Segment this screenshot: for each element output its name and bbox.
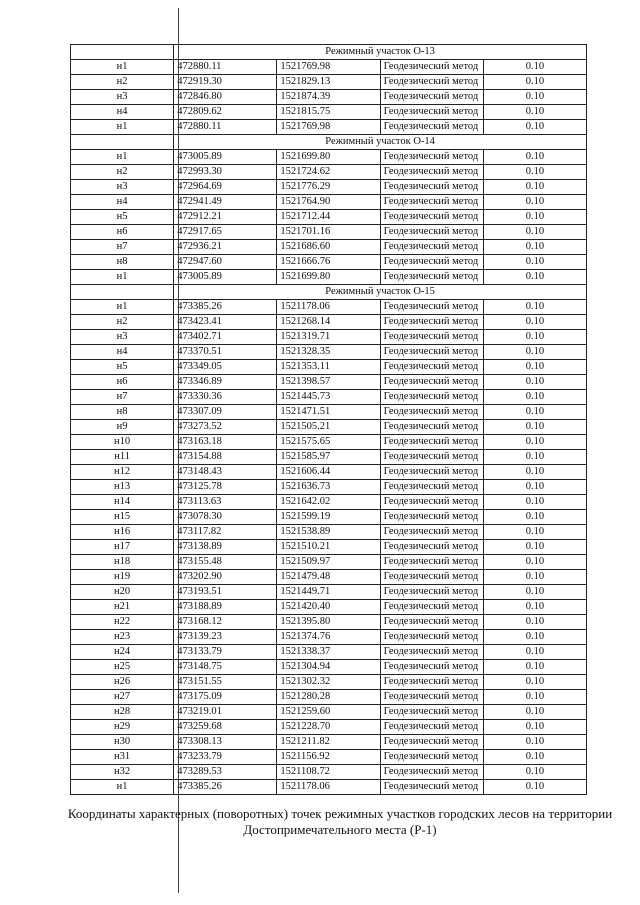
point-id-cell: н12 [71, 465, 174, 480]
y-coordinate-cell: 1521479.48 [277, 570, 380, 585]
point-id-cell: н26 [71, 675, 174, 690]
point-id-cell: н1 [71, 780, 174, 795]
x-coordinate-cell: 472919.30 [174, 75, 277, 90]
x-coordinate-cell: 472912.21 [174, 210, 277, 225]
point-id-cell: н20 [71, 585, 174, 600]
table-row [71, 450, 587, 465]
table-row [71, 600, 587, 615]
x-coordinate-cell: 472936.21 [174, 240, 277, 255]
accuracy-cell: 0.10 [483, 375, 586, 390]
y-coordinate-cell: 1521769.98 [277, 60, 380, 75]
point-id-cell: н31 [71, 750, 174, 765]
point-id-cell: н5 [71, 360, 174, 375]
section-header-row [71, 285, 587, 300]
point-id-cell: н3 [71, 180, 174, 195]
method-cell: Геодезический метод [380, 495, 483, 510]
y-coordinate-cell: 1521776.29 [277, 180, 380, 195]
table-row [71, 120, 587, 135]
x-coordinate-cell: 473151.55 [174, 675, 277, 690]
method-cell: Геодезический метод [380, 735, 483, 750]
point-id-cell: н3 [71, 330, 174, 345]
x-coordinate-cell: 473168.12 [174, 615, 277, 630]
x-coordinate-cell: 472917.65 [174, 225, 277, 240]
y-coordinate-cell: 1521420.40 [277, 600, 380, 615]
table-row [71, 60, 587, 75]
accuracy-cell: 0.10 [483, 510, 586, 525]
point-id-cell: н19 [71, 570, 174, 585]
point-id-cell: н9 [71, 420, 174, 435]
point-id-cell: н18 [71, 555, 174, 570]
accuracy-cell: 0.10 [483, 645, 586, 660]
method-cell: Геодезический метод [380, 750, 483, 765]
y-coordinate-cell: 1521449.71 [277, 585, 380, 600]
accuracy-cell: 0.10 [483, 420, 586, 435]
point-id-cell: н7 [71, 240, 174, 255]
section-header-spacer [71, 285, 174, 300]
point-id-cell: н10 [71, 435, 174, 450]
x-coordinate-cell: 473133.79 [174, 645, 277, 660]
point-id-cell: н28 [71, 705, 174, 720]
x-coordinate-cell: 473078.30 [174, 510, 277, 525]
accuracy-cell: 0.10 [483, 555, 586, 570]
y-coordinate-cell: 1521642.02 [277, 495, 380, 510]
accuracy-cell: 0.10 [483, 525, 586, 540]
accuracy-cell: 0.10 [483, 690, 586, 705]
y-coordinate-cell: 1521328.35 [277, 345, 380, 360]
table-row [71, 555, 587, 570]
accuracy-cell: 0.10 [483, 720, 586, 735]
accuracy-cell: 0.10 [483, 150, 586, 165]
point-id-cell: н4 [71, 105, 174, 120]
point-id-cell: н14 [71, 495, 174, 510]
x-coordinate-cell: 472809.62 [174, 105, 277, 120]
table-row [71, 630, 587, 645]
method-cell: Геодезический метод [380, 645, 483, 660]
method-cell: Геодезический метод [380, 615, 483, 630]
method-cell: Геодезический метод [380, 255, 483, 270]
x-coordinate-cell: 473148.75 [174, 660, 277, 675]
accuracy-cell: 0.10 [483, 120, 586, 135]
method-cell: Геодезический метод [380, 630, 483, 645]
method-cell: Геодезический метод [380, 780, 483, 795]
accuracy-cell: 0.10 [483, 480, 586, 495]
point-id-cell: н25 [71, 660, 174, 675]
table-row [71, 585, 587, 600]
y-coordinate-cell: 1521353.11 [277, 360, 380, 375]
y-coordinate-cell: 1521178.06 [277, 300, 380, 315]
method-cell: Геодезический метод [380, 330, 483, 345]
x-coordinate-cell: 473139.23 [174, 630, 277, 645]
accuracy-cell: 0.10 [483, 315, 586, 330]
accuracy-cell: 0.10 [483, 660, 586, 675]
x-coordinate-cell: 472880.11 [174, 120, 277, 135]
accuracy-cell: 0.10 [483, 105, 586, 120]
x-coordinate-cell: 472846.80 [174, 90, 277, 105]
method-cell: Геодезический метод [380, 345, 483, 360]
table-row [71, 180, 587, 195]
table-row [71, 525, 587, 540]
x-coordinate-cell: 473402.71 [174, 330, 277, 345]
table-row [71, 510, 587, 525]
x-coordinate-cell: 473233.79 [174, 750, 277, 765]
table-row [71, 645, 587, 660]
accuracy-cell: 0.10 [483, 300, 586, 315]
section-title: Режимный участок О-15 [174, 285, 587, 300]
table-row [71, 360, 587, 375]
point-id-cell: н7 [71, 390, 174, 405]
accuracy-cell: 0.10 [483, 435, 586, 450]
method-cell: Геодезический метод [380, 600, 483, 615]
y-coordinate-cell: 1521304.94 [277, 660, 380, 675]
accuracy-cell: 0.10 [483, 780, 586, 795]
x-coordinate-cell: 473005.89 [174, 150, 277, 165]
accuracy-cell: 0.10 [483, 225, 586, 240]
x-coordinate-cell: 473308.13 [174, 735, 277, 750]
section-header-row [71, 45, 587, 60]
accuracy-cell: 0.10 [483, 765, 586, 780]
x-coordinate-cell: 473370.51 [174, 345, 277, 360]
method-cell: Геодезический метод [380, 195, 483, 210]
coordinates-table-body [71, 45, 587, 795]
point-id-cell: н1 [71, 300, 174, 315]
y-coordinate-cell: 1521211.82 [277, 735, 380, 750]
accuracy-cell: 0.10 [483, 600, 586, 615]
point-id-cell: н1 [71, 120, 174, 135]
point-id-cell: н6 [71, 225, 174, 240]
method-cell: Геодезический метод [380, 375, 483, 390]
method-cell: Геодезический метод [380, 720, 483, 735]
x-coordinate-cell: 473330.36 [174, 390, 277, 405]
method-cell: Геодезический метод [380, 120, 483, 135]
point-id-cell: н30 [71, 735, 174, 750]
point-id-cell: н2 [71, 165, 174, 180]
table-row [71, 255, 587, 270]
table-row [71, 690, 587, 705]
point-id-cell: н22 [71, 615, 174, 630]
y-coordinate-cell: 1521686.60 [277, 240, 380, 255]
x-coordinate-cell: 473219.01 [174, 705, 277, 720]
y-coordinate-cell: 1521666.76 [277, 255, 380, 270]
y-coordinate-cell: 1521585.97 [277, 450, 380, 465]
point-id-cell: н3 [71, 90, 174, 105]
y-coordinate-cell: 1521259.60 [277, 705, 380, 720]
method-cell: Геодезический метод [380, 105, 483, 120]
accuracy-cell: 0.10 [483, 735, 586, 750]
method-cell: Геодезический метод [380, 540, 483, 555]
point-id-cell: н1 [71, 270, 174, 285]
accuracy-cell: 0.10 [483, 450, 586, 465]
x-coordinate-cell: 473154.88 [174, 450, 277, 465]
coordinates-table [70, 44, 587, 795]
y-coordinate-cell: 1521510.21 [277, 540, 380, 555]
method-cell: Геодезический метод [380, 660, 483, 675]
point-id-cell: н8 [71, 255, 174, 270]
method-cell: Геодезический метод [380, 435, 483, 450]
point-id-cell: н21 [71, 600, 174, 615]
point-id-cell: н1 [71, 60, 174, 75]
accuracy-cell: 0.10 [483, 465, 586, 480]
table-row [71, 225, 587, 240]
x-coordinate-cell: 473188.89 [174, 600, 277, 615]
section-title: Режимный участок О-14 [174, 135, 587, 150]
y-coordinate-cell: 1521724.62 [277, 165, 380, 180]
y-coordinate-cell: 1521606.44 [277, 465, 380, 480]
section-header-spacer [71, 135, 174, 150]
method-cell: Геодезический метод [380, 90, 483, 105]
method-cell: Геодезический метод [380, 270, 483, 285]
table-row [71, 195, 587, 210]
x-coordinate-cell: 472880.11 [174, 60, 277, 75]
x-coordinate-cell: 473273.52 [174, 420, 277, 435]
method-cell: Геодезический метод [380, 420, 483, 435]
point-id-cell: н6 [71, 375, 174, 390]
y-coordinate-cell: 1521228.70 [277, 720, 380, 735]
point-id-cell: н16 [71, 525, 174, 540]
y-coordinate-cell: 1521374.76 [277, 630, 380, 645]
method-cell: Геодезический метод [380, 60, 483, 75]
y-coordinate-cell: 1521319.71 [277, 330, 380, 345]
accuracy-cell: 0.10 [483, 390, 586, 405]
point-id-cell: н32 [71, 765, 174, 780]
method-cell: Геодезический метод [380, 75, 483, 90]
method-cell: Геодезический метод [380, 555, 483, 570]
method-cell: Геодезический метод [380, 510, 483, 525]
accuracy-cell: 0.10 [483, 60, 586, 75]
x-coordinate-cell: 473385.26 [174, 780, 277, 795]
point-id-cell: н2 [71, 75, 174, 90]
method-cell: Геодезический метод [380, 465, 483, 480]
method-cell: Геодезический метод [380, 315, 483, 330]
table-row [71, 300, 587, 315]
table-row [71, 750, 587, 765]
accuracy-cell: 0.10 [483, 165, 586, 180]
table-row [71, 720, 587, 735]
table-row [71, 435, 587, 450]
y-coordinate-cell: 1521712.44 [277, 210, 380, 225]
method-cell: Геодезический метод [380, 225, 483, 240]
table-row [71, 660, 587, 675]
method-cell: Геодезический метод [380, 585, 483, 600]
method-cell: Геодезический метод [380, 165, 483, 180]
y-coordinate-cell: 1521178.06 [277, 780, 380, 795]
x-coordinate-cell: 473175.09 [174, 690, 277, 705]
method-cell: Геодезический метод [380, 210, 483, 225]
accuracy-cell: 0.10 [483, 705, 586, 720]
point-id-cell: н13 [71, 480, 174, 495]
table-row [71, 675, 587, 690]
table-row [71, 345, 587, 360]
point-id-cell: н24 [71, 645, 174, 660]
x-coordinate-cell: 473113.63 [174, 495, 277, 510]
x-coordinate-cell: 473307.09 [174, 405, 277, 420]
x-coordinate-cell: 473163.18 [174, 435, 277, 450]
y-coordinate-cell: 1521636.73 [277, 480, 380, 495]
accuracy-cell: 0.10 [483, 195, 586, 210]
document-caption: Координаты характерных (поворотных) точек режимных участков городских лесов на территории Достопримечательного места (Р-1) [67, 806, 613, 837]
method-cell: Геодезический метод [380, 300, 483, 315]
method-cell: Геодезический метод [380, 765, 483, 780]
accuracy-cell: 0.10 [483, 585, 586, 600]
table-row [71, 270, 587, 285]
table-row [71, 240, 587, 255]
x-coordinate-cell: 472941.49 [174, 195, 277, 210]
table-row [71, 735, 587, 750]
x-coordinate-cell: 473346.89 [174, 375, 277, 390]
point-id-cell: н4 [71, 345, 174, 360]
y-coordinate-cell: 1521302.32 [277, 675, 380, 690]
table-row [71, 480, 587, 495]
accuracy-cell: 0.10 [483, 90, 586, 105]
accuracy-cell: 0.10 [483, 360, 586, 375]
y-coordinate-cell: 1521874.39 [277, 90, 380, 105]
x-coordinate-cell: 473385.26 [174, 300, 277, 315]
y-coordinate-cell: 1521701.16 [277, 225, 380, 240]
y-coordinate-cell: 1521471.51 [277, 405, 380, 420]
y-coordinate-cell: 1521505.21 [277, 420, 380, 435]
x-coordinate-cell: 473289.53 [174, 765, 277, 780]
method-cell: Геодезический метод [380, 705, 483, 720]
point-id-cell: н4 [71, 195, 174, 210]
table-row [71, 150, 587, 165]
section-title: Режимный участок О-13 [174, 45, 587, 60]
accuracy-cell: 0.10 [483, 255, 586, 270]
table-row [71, 540, 587, 555]
table-row [71, 405, 587, 420]
table-row [71, 465, 587, 480]
accuracy-cell: 0.10 [483, 405, 586, 420]
x-coordinate-cell: 473202.90 [174, 570, 277, 585]
accuracy-cell: 0.10 [483, 240, 586, 255]
x-coordinate-cell: 472993.30 [174, 165, 277, 180]
table-row [71, 210, 587, 225]
table-row [71, 780, 587, 795]
x-coordinate-cell: 473155.48 [174, 555, 277, 570]
section-header-row [71, 135, 587, 150]
x-coordinate-cell: 472964.69 [174, 180, 277, 195]
method-cell: Геодезический метод [380, 405, 483, 420]
section-header-spacer [71, 45, 174, 60]
method-cell: Геодезический метод [380, 240, 483, 255]
accuracy-cell: 0.10 [483, 615, 586, 630]
accuracy-cell: 0.10 [483, 495, 586, 510]
y-coordinate-cell: 1521395.80 [277, 615, 380, 630]
method-cell: Геодезический метод [380, 525, 483, 540]
x-coordinate-cell: 473349.05 [174, 360, 277, 375]
point-id-cell: н23 [71, 630, 174, 645]
x-coordinate-cell: 473005.89 [174, 270, 277, 285]
point-id-cell: н11 [71, 450, 174, 465]
table-row [71, 315, 587, 330]
point-id-cell: н5 [71, 210, 174, 225]
method-cell: Геодезический метод [380, 360, 483, 375]
y-coordinate-cell: 1521398.57 [277, 375, 380, 390]
table-row [71, 420, 587, 435]
y-coordinate-cell: 1521764.90 [277, 195, 380, 210]
method-cell: Геодезический метод [380, 690, 483, 705]
table-row [71, 615, 587, 630]
x-coordinate-cell: 473148.43 [174, 465, 277, 480]
y-coordinate-cell: 1521699.80 [277, 150, 380, 165]
method-cell: Геодезический метод [380, 675, 483, 690]
accuracy-cell: 0.10 [483, 330, 586, 345]
y-coordinate-cell: 1521445.73 [277, 390, 380, 405]
y-coordinate-cell: 1521599.19 [277, 510, 380, 525]
table-row [71, 90, 587, 105]
table-row [71, 75, 587, 90]
accuracy-cell: 0.10 [483, 75, 586, 90]
accuracy-cell: 0.10 [483, 570, 586, 585]
accuracy-cell: 0.10 [483, 180, 586, 195]
accuracy-cell: 0.10 [483, 540, 586, 555]
point-id-cell: н2 [71, 315, 174, 330]
x-coordinate-cell: 473193.51 [174, 585, 277, 600]
table-row [71, 105, 587, 120]
table-row [71, 375, 587, 390]
y-coordinate-cell: 1521509.97 [277, 555, 380, 570]
method-cell: Геодезический метод [380, 570, 483, 585]
x-coordinate-cell: 473423.41 [174, 315, 277, 330]
y-coordinate-cell: 1521280.28 [277, 690, 380, 705]
point-id-cell: н8 [71, 405, 174, 420]
table-row [71, 390, 587, 405]
y-coordinate-cell: 1521338.37 [277, 645, 380, 660]
table-row [71, 165, 587, 180]
x-coordinate-cell: 472947.60 [174, 255, 277, 270]
y-coordinate-cell: 1521538.89 [277, 525, 380, 540]
accuracy-cell: 0.10 [483, 210, 586, 225]
table-row [71, 330, 587, 345]
table-row [71, 570, 587, 585]
table-row [71, 765, 587, 780]
accuracy-cell: 0.10 [483, 345, 586, 360]
y-coordinate-cell: 1521699.80 [277, 270, 380, 285]
point-id-cell: н1 [71, 150, 174, 165]
y-coordinate-cell: 1521268.14 [277, 315, 380, 330]
method-cell: Геодезический метод [380, 450, 483, 465]
x-coordinate-cell: 473259.68 [174, 720, 277, 735]
accuracy-cell: 0.10 [483, 270, 586, 285]
x-coordinate-cell: 473125.78 [174, 480, 277, 495]
method-cell: Геодезический метод [380, 480, 483, 495]
y-coordinate-cell: 1521815.75 [277, 105, 380, 120]
table-row [71, 495, 587, 510]
table-row [71, 705, 587, 720]
point-id-cell: н17 [71, 540, 174, 555]
y-coordinate-cell: 1521108.72 [277, 765, 380, 780]
y-coordinate-cell: 1521829.13 [277, 75, 380, 90]
accuracy-cell: 0.10 [483, 675, 586, 690]
accuracy-cell: 0.10 [483, 750, 586, 765]
x-coordinate-cell: 473117.82 [174, 525, 277, 540]
point-id-cell: н29 [71, 720, 174, 735]
y-coordinate-cell: 1521156.92 [277, 750, 380, 765]
x-coordinate-cell: 473138.89 [174, 540, 277, 555]
method-cell: Геодезический метод [380, 180, 483, 195]
y-coordinate-cell: 1521575.65 [277, 435, 380, 450]
point-id-cell: н27 [71, 690, 174, 705]
accuracy-cell: 0.10 [483, 630, 586, 645]
y-coordinate-cell: 1521769.98 [277, 120, 380, 135]
point-id-cell: н15 [71, 510, 174, 525]
method-cell: Геодезический метод [380, 150, 483, 165]
method-cell: Геодезический метод [380, 390, 483, 405]
